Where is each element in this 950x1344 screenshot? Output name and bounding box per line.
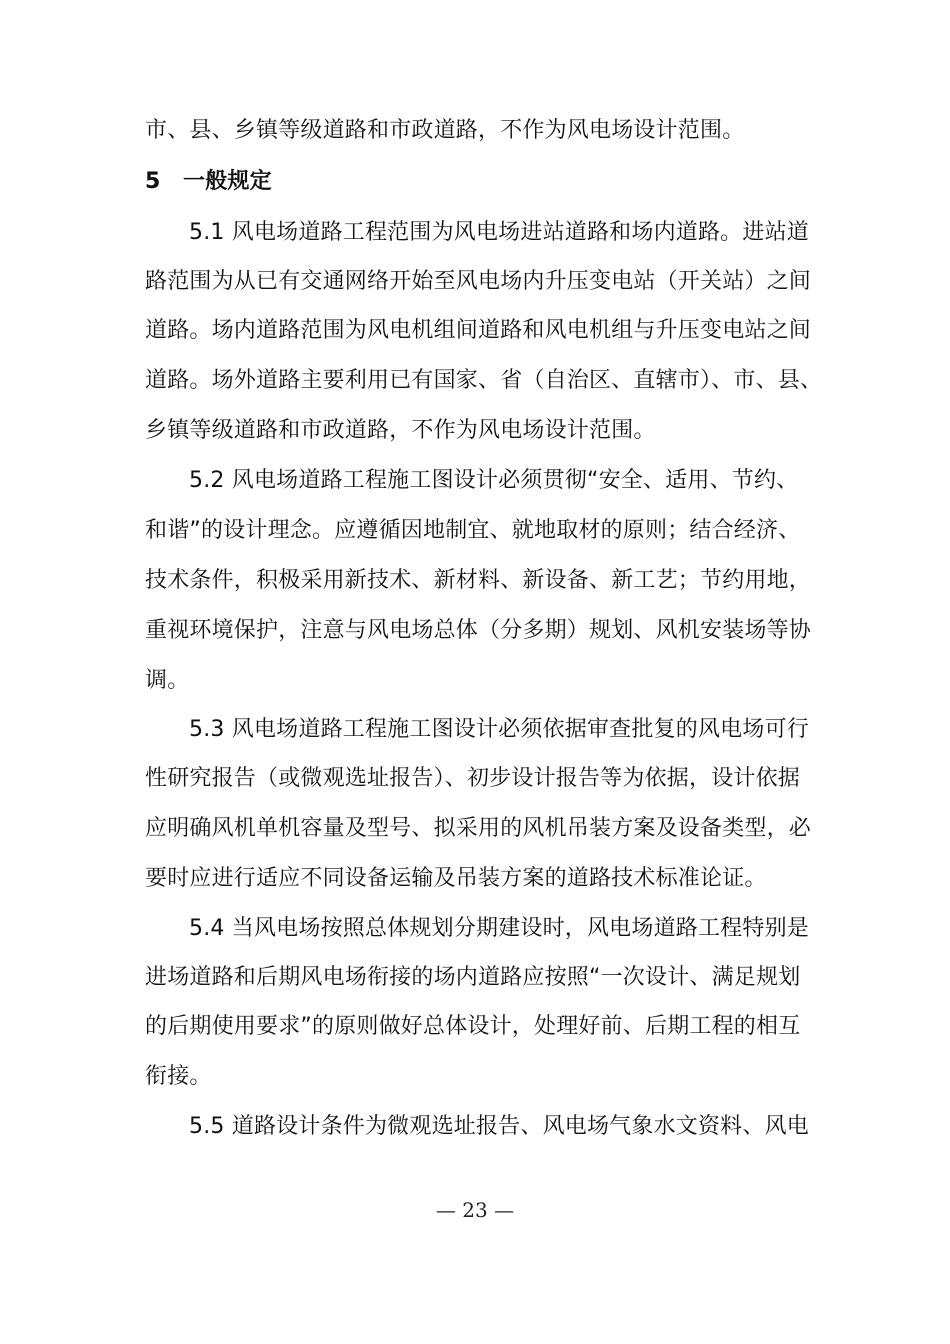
paragraph-5-3-line-2: 性研究报告（或微观选址报告）、初步设计报告等为依据，设计依据: [145, 766, 801, 791]
paragraph-5-2-line-5: 调。: [145, 668, 190, 693]
paragraph-5-4-line-2: 进场道路和后期风电场衔接的场内道路应按照“一次设计、满足规划: [145, 965, 801, 990]
paragraph-5-1-line-4: 道路。场外道路主要利用已有国家、省（自治区、直辖市）、市、县、: [145, 368, 823, 393]
paragraph-5-2-line-4: 重视环境保护，注意与风电场总体（分多期）规划、风机安装场等协: [145, 618, 812, 643]
paragraph-5-3-line-4: 要时应进行适应不同设备运输及吊装方案的道路技术标准论证。: [145, 866, 767, 891]
section-number: 5: [145, 169, 161, 194]
section-heading: [145, 167, 810, 197]
paragraph-5-1-line-5: 乡镇等级道路和市政道路，不作为风电场设计范围。: [145, 418, 656, 443]
text-line-continuation: 市、县、乡镇等级道路和市政道路，不作为风电场设计范围。: [145, 118, 745, 143]
paragraph-5-4-line-4: 衔接。: [145, 1064, 212, 1089]
paragraph-5-3-line-3: 应明确风机单机容量及型号、拟采用的风机吊装方案及设备类型，必: [145, 816, 812, 841]
paragraph-5-2-line-1: 5.2 风电场道路工程施工图设计必须贯彻“安全、适用、节约、: [189, 468, 799, 493]
paragraph-5-3-line-1: 5.3 风电场道路工程施工图设计必须依据审查批复的风电场可行: [189, 717, 809, 742]
paragraph-5-1-line-2: 路范围为从已有交通网络开始至风电场内升压变电站（开关站）之间: [145, 269, 812, 294]
section-title: 一般规定: [183, 169, 272, 194]
paragraph-5-1-line-1: 5.1 风电场道路工程范围为风电场进站道路和场内道路。进站道: [189, 220, 809, 245]
page-number: — 23 —: [435, 1198, 515, 1222]
paragraph-5-2-line-2: 和谐”的设计理念。应遵循因地制宜、就地取材的原则；结合经济、: [145, 518, 801, 543]
paragraph-5-2-line-3: 技术条件，积极采用新技术、新材料、新设备、新工艺；节约用地，: [145, 568, 812, 593]
paragraph-5-5-line-1: 5.5 道路设计条件为微观选址报告、风电场气象水文资料、风电: [189, 1114, 809, 1139]
paragraph-5-4-line-1: 5.4 当风电场按照总体规划分期建设时，风电场道路工程特别是: [189, 916, 809, 941]
paragraph-5-1-line-3: 道路。场内道路范围为风电机组间道路和风电机组与升压变电站之间: [145, 318, 812, 343]
paragraph-5-4-line-3: 的后期使用要求”的原则做好总体设计，处理好前、后期工程的相互: [145, 1014, 801, 1039]
